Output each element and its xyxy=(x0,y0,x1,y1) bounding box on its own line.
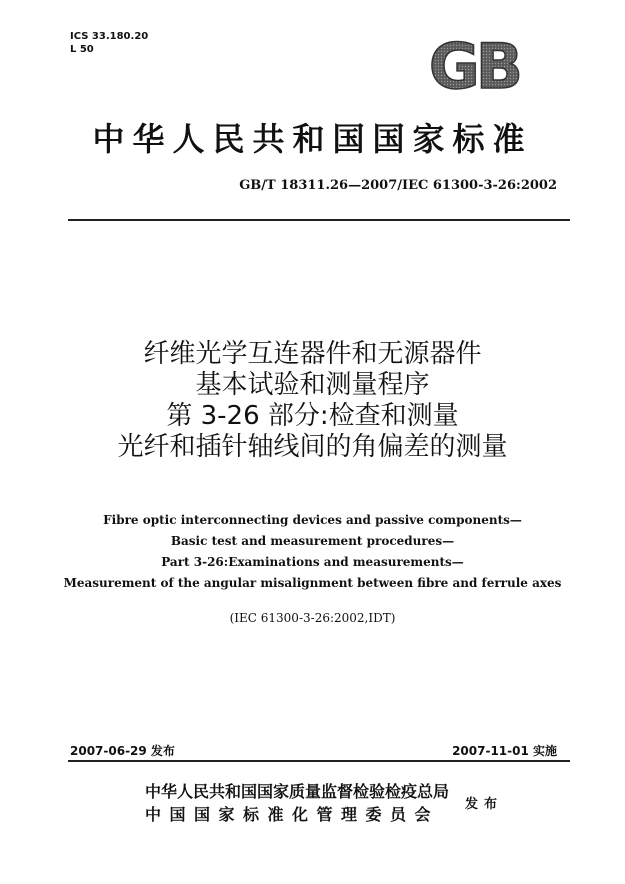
standard-number: GB/T 18311.26—2007/IEC 61300-3-26:2002 xyxy=(239,178,557,193)
ics-code: ICS 33.180.20 xyxy=(70,31,149,42)
english-title-line-1: Fibre optic interconnecting devices and passive components— xyxy=(103,513,522,527)
issuer-line-1: 中华人民共和国国家质量监督检验检疫总局 xyxy=(145,782,450,801)
english-title-line-3: Part 3-26:Examinations and measurements— xyxy=(161,555,464,569)
implementation-date: 2007-11-01 实施 xyxy=(452,744,557,758)
chinese-title-line-2: 基本试验和测量程序 xyxy=(195,370,430,400)
english-title xyxy=(0,510,625,594)
footer-divider xyxy=(68,760,570,762)
chinese-title-line-4: 光纤和插针轴线间的角偏差的测量 xyxy=(117,432,508,462)
chinese-title-line-1: 纤维光学互连器件和无源器件 xyxy=(143,339,482,369)
issuer-line-2: 中国国家标准化管理委员会 xyxy=(145,805,440,824)
idt-note: (IEC 61300-3-26:2002,IDT) xyxy=(229,611,396,625)
standard-title: 中华人民共和国国家标准 xyxy=(92,120,533,158)
english-title-line-4: Measurement of the angular misalignment between fibre and ferrule axes xyxy=(63,576,562,590)
classification-codes xyxy=(70,30,148,56)
header-divider xyxy=(68,219,570,221)
issuing-authorities xyxy=(145,780,449,826)
ccs-code: L 50 xyxy=(70,44,94,55)
gb-logo-text: GB xyxy=(428,38,520,94)
gb-logo xyxy=(413,38,535,94)
chinese-title-line-3: 第 3-26 部分:检查和测量 xyxy=(166,401,459,431)
english-title-line-2: Basic test and measurement procedures— xyxy=(170,534,455,548)
chinese-title xyxy=(0,339,625,463)
release-date: 2007-06-29 发布 xyxy=(70,744,175,758)
publish-label: 发布 xyxy=(465,797,504,812)
